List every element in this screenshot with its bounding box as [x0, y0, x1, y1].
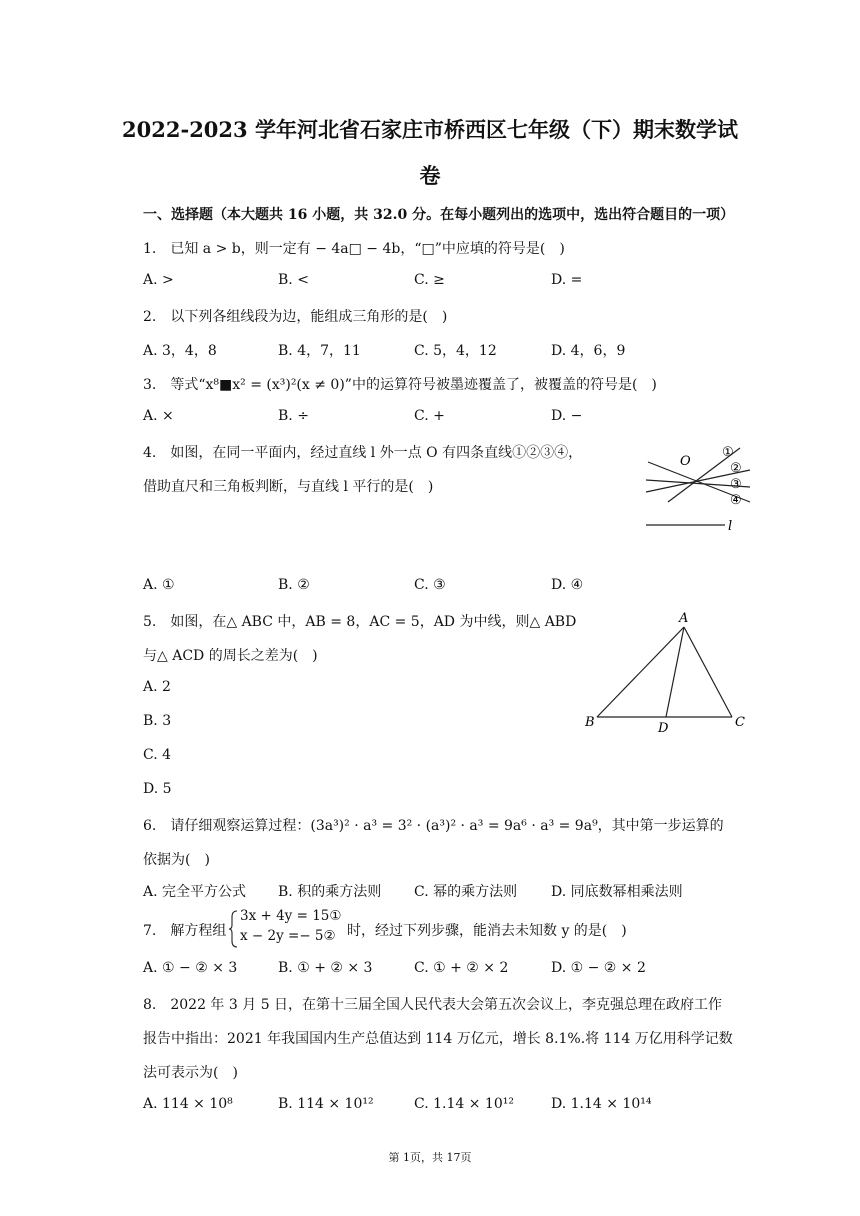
option-1d: D. =: [551, 272, 583, 288]
question-6-line1: 6. 请仔细观察运算过程：(3a³)² · a³ = 3² · (a³)² · a³ = 9a⁶ · a³ = 9a⁹，其中第一步运算的: [143, 818, 724, 834]
option-8c: C. 1.14 × 10¹²: [414, 1096, 514, 1112]
question-3: 3. 等式“x⁸■x² = (x³)²(x ≠ 0)”中的运算符号被墨迹覆盖了，被覆盖的符号是( ): [143, 377, 657, 393]
option-8b: B. 114 × 10¹²: [278, 1096, 374, 1112]
question-4-line1: 4. 如图，在同一平面内，经过直线 l 外一点 O 有四条直线①②③④，: [143, 445, 583, 461]
equation-2: x − 2y =− 5②: [240, 928, 336, 944]
option-8d: D. 1.14 × 10¹⁴: [551, 1096, 652, 1112]
option-3a: A. ×: [143, 408, 174, 424]
option-6d: D. 同底数幂相乘法则: [551, 884, 683, 900]
vertex-b-label: B: [585, 715, 595, 730]
question-8-line1: 8. 2022 年 3 月 5 日，在第十三届全国人民代表大会第五次会议上，李克强总理在政府工作: [143, 997, 723, 1013]
point-d-label: D: [658, 721, 669, 736]
equation-1: 3x + 4y = 15①: [240, 908, 342, 924]
line-l-label: l: [728, 519, 733, 534]
side-ab: [597, 627, 684, 717]
question-5-line1: 5. 如图，在△ ABC 中，AB = 8，AC = 5，AD 为中线，则△ ABD: [143, 614, 577, 630]
brace-icon: [229, 910, 239, 948]
page-title: 2022-2023 学年河北省石家庄市桥西区七年级（下）期末数学试: [122, 117, 738, 142]
option-7c: C. ① + ② × 2: [414, 960, 509, 976]
option-5b: B. 3: [143, 713, 172, 729]
section-heading: 一、选择题（本大题共 16 小题，共 32.0 分。在每小题列出的选项中，选出符合题目的一项）: [143, 207, 735, 223]
option-6c: C. 幂的乘方法则: [414, 884, 518, 900]
option-4b: B. ②: [278, 577, 310, 593]
option-3c: C. +: [414, 408, 445, 424]
label-4: ④: [730, 493, 742, 508]
option-1a: A. >: [143, 272, 174, 288]
label-2: ②: [730, 461, 742, 476]
question-1: 1. 已知 a > b，则一定有 − 4a□ − 4b，“□”中应填的符号是( ): [143, 241, 565, 257]
option-7b: B. ① + ② × 3: [278, 960, 373, 976]
option-4c: C. ③: [414, 577, 446, 593]
page-footer: 第 1页，共 17页: [388, 1151, 472, 1164]
option-2b: B. 4，7，11: [278, 343, 361, 359]
question-6-line2: 依据为( ): [143, 852, 210, 868]
question-2: 2. 以下列各组线段为边，能组成三角形的是( ): [143, 309, 448, 325]
option-1b: B. <: [278, 272, 309, 288]
option-1c: C. ≥: [414, 272, 445, 288]
label-1: ①: [722, 445, 734, 460]
option-3d: D. −: [551, 408, 583, 424]
option-6a: A. 完全平方公式: [143, 884, 247, 900]
option-4d: D. ④: [551, 577, 584, 593]
option-7a: A. ① − ② × 3: [143, 960, 238, 976]
question-7-prefix: 7. 解方程组: [143, 923, 227, 939]
vertex-a-label: A: [679, 611, 689, 626]
option-4a: A. ①: [143, 577, 175, 593]
label-3: ③: [730, 477, 742, 492]
point-o-label: O: [680, 454, 691, 469]
question-5-line2: 与△ ACD 的周长之差为( ): [143, 648, 318, 664]
page-title-continued: 卷: [419, 163, 441, 188]
option-5a: A. 2: [143, 679, 171, 695]
question-8-line3: 法可表示为( ): [143, 1065, 238, 1081]
option-2a: A. 3，4，8: [143, 343, 217, 359]
option-5d: D. 5: [143, 781, 172, 797]
parallel-lines-figure: [640, 440, 755, 540]
option-3b: B. ÷: [278, 408, 309, 424]
option-8a: A. 114 × 10⁸: [143, 1096, 233, 1112]
option-6b: B. 积的乘方法则: [278, 884, 382, 900]
option-5c: C. 4: [143, 747, 172, 763]
side-ac: [684, 627, 732, 717]
question-4-line2: 借助直尺和三角板判断，与直线 l 平行的是( ): [143, 479, 434, 495]
median-ad: [666, 627, 684, 717]
vertex-c-label: C: [735, 715, 745, 730]
triangle-figure: [580, 605, 755, 740]
option-2d: D. 4，6，9: [551, 343, 626, 359]
option-7d: D. ① − ② × 2: [551, 960, 646, 976]
option-2c: C. 5，4，12: [414, 343, 497, 359]
question-7-suffix: 时，经过下列步骤，能消去未知数 y 的是( ): [347, 923, 627, 939]
question-8-line2: 报告中指出：2021 年我国国内生产总值达到 114 万亿元，增长 8.1%.将 114 万亿用科学记数: [143, 1031, 733, 1047]
